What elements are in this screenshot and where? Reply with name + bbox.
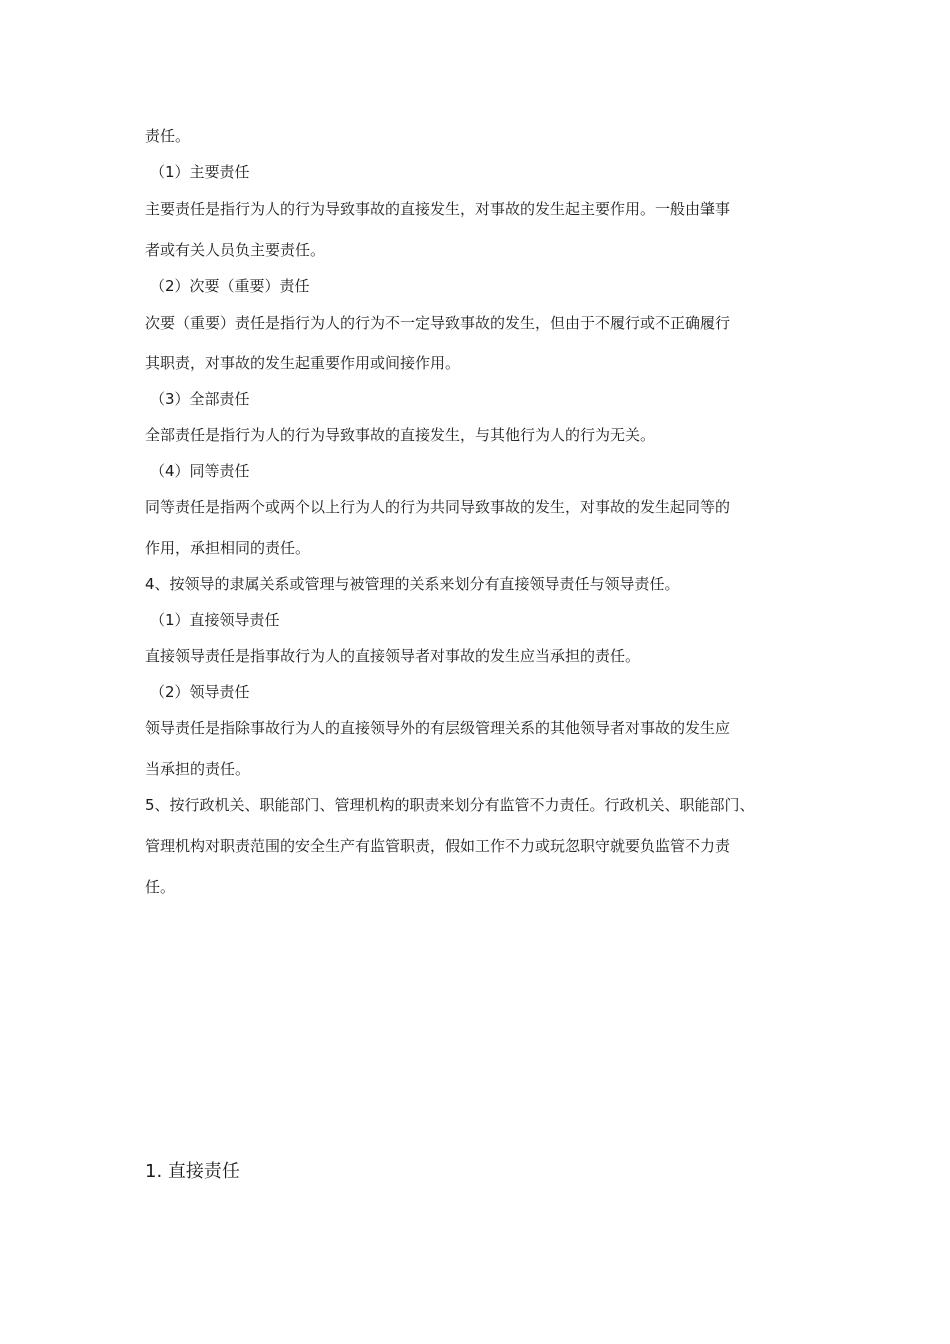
text-line: 责任。 — [145, 127, 191, 145]
subheading-direct-leadership-responsibility: （1）直接领导责任 — [150, 611, 280, 629]
text-line: 全部责任是指行为人的行为导致事故的直接发生，与其他行为人的行为无关。 — [145, 426, 656, 444]
text-line: 同等责任是指两个或两个以上行为人的行为共同导致事故的发生，对事故的发生起同等的 — [145, 498, 731, 516]
text-line: 者或有关人员负主要责任。 — [145, 241, 326, 259]
subheading-full-responsibility: （3）全部责任 — [150, 390, 250, 408]
text-line: 其职责，对事故的发生起重要作用或间接作用。 — [145, 354, 461, 372]
text-line: 任。 — [145, 878, 176, 896]
text-line: 管理机构对职责范围的安全生产有监管职责，假如工作不力或玩忽职守就要负监管不力责 — [145, 837, 731, 855]
section-item-5: 5、按行政机关、职能部门、管理机构的职责来划分有监管不力责任。行政机关、职能部门、 — [145, 796, 755, 814]
text-line: 次要（重要）责任是指行为人的行为不一定导致事故的发生，但由于不履行或不正确履行 — [145, 314, 731, 332]
subheading-equal-responsibility: （4）同等责任 — [150, 462, 250, 480]
text-line: 主要责任是指行为人的行为导致事故的直接发生，对事故的发生起主要作用。一般由肇事 — [145, 200, 731, 218]
subheading-secondary-responsibility: （2）次要（重要）责任 — [150, 277, 310, 295]
subheading-leadership-responsibility: （2）领导责任 — [150, 683, 250, 701]
section-item-4: 4、按领导的隶属关系或管理与被管理的关系来划分有直接领导责任与领导责任。 — [145, 575, 680, 593]
subheading-main-responsibility: （1）主要责任 — [150, 163, 250, 181]
text-line: 直接领导责任是指事故行为人的直接领导者对事故的发生应当承担的责任。 — [145, 647, 641, 665]
footer-heading: 1. 直接责任 — [145, 1161, 240, 1182]
text-line: 当承担的责任。 — [145, 760, 251, 778]
text-line: 作用，承担相同的责任。 — [145, 539, 311, 557]
text-line: 领导责任是指除事故行为人的直接领导外的有层级管理关系的其他领导者对事故的发生应 — [145, 719, 731, 737]
